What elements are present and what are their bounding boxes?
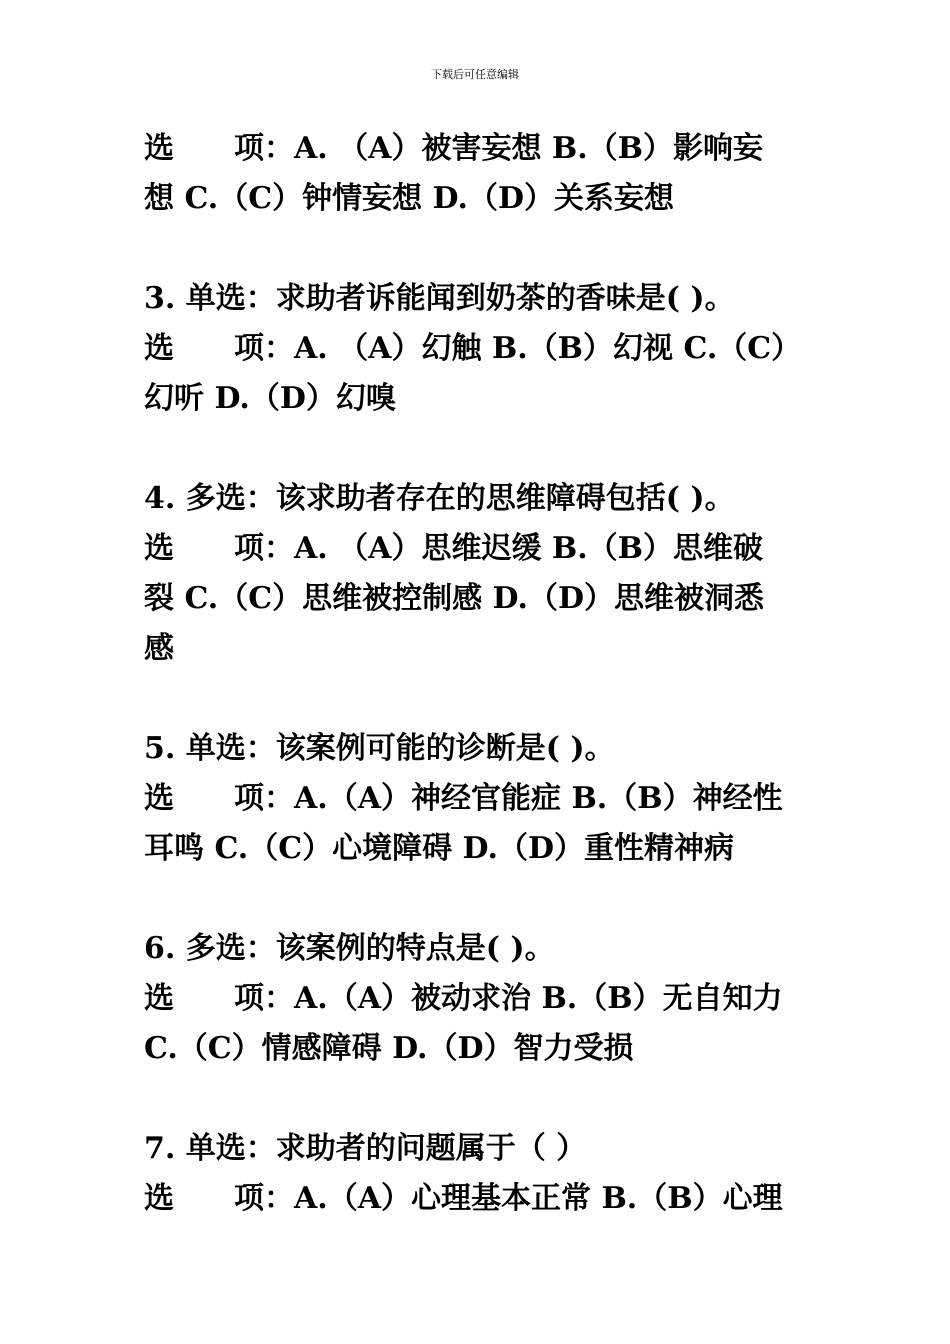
q6-options-line-1: 选 项：A.（A）被动求治 B.（B）无自知力 xyxy=(144,981,783,1016)
q5-options-line-2: 耳鸣 C.（C）心境障碍 D.（D）重性精神病 xyxy=(144,831,734,866)
q4-question: 4. 多选：该求助者存在的思维障碍包括( )。 xyxy=(144,481,735,516)
spacer xyxy=(144,1074,808,1124)
q5-options-line-1: 选 项：A.（A）神经官能症 B.（B）神经性 xyxy=(144,781,783,816)
q7-options-line-1: 选 项：A.（A）心理基本正常 B.（B）心理 xyxy=(144,1181,783,1216)
spacer xyxy=(144,874,808,924)
spacer xyxy=(144,224,808,274)
spacer xyxy=(144,674,808,724)
q7-question: 7. 单选：求助者的问题属于（ ） xyxy=(144,1131,587,1166)
q2-options-line-1: 选 项：A. （A）被害妄想 B.（B）影响妄 xyxy=(144,131,764,166)
q4-options-line-2: 裂 C.（C）思维被控制感 D.（D）思维被洞悉 xyxy=(144,581,764,616)
q6-question: 6. 多选：该案例的特点是( )。 xyxy=(144,931,555,966)
q2-options-line-2: 想 C.（C）钟情妄想 D.（D）关系妄想 xyxy=(144,181,674,216)
page-header: 下载后可任意编辑 xyxy=(431,68,519,81)
document-body xyxy=(144,124,808,1224)
q3-question: 3. 单选：求助者诉能闻到奶茶的香味是( )。 xyxy=(144,281,735,316)
q4-options-line-1: 选 项：A. （A）思维迟缓 B.（B）思维破 xyxy=(144,531,764,566)
q3-options-line-1: 选 项：A. （A）幻触 B.（B）幻视 C.（C） xyxy=(144,331,802,366)
q5-question: 5. 单选：该案例可能的诊断是( )。 xyxy=(144,731,615,766)
spacer xyxy=(144,424,808,474)
q6-options-line-2: C.（C）情感障碍 D.（D）智力受损 xyxy=(144,1031,634,1066)
q4-options-line-3: 感 xyxy=(144,631,174,666)
q3-options-line-2: 幻听 D.（D）幻嗅 xyxy=(144,381,396,416)
